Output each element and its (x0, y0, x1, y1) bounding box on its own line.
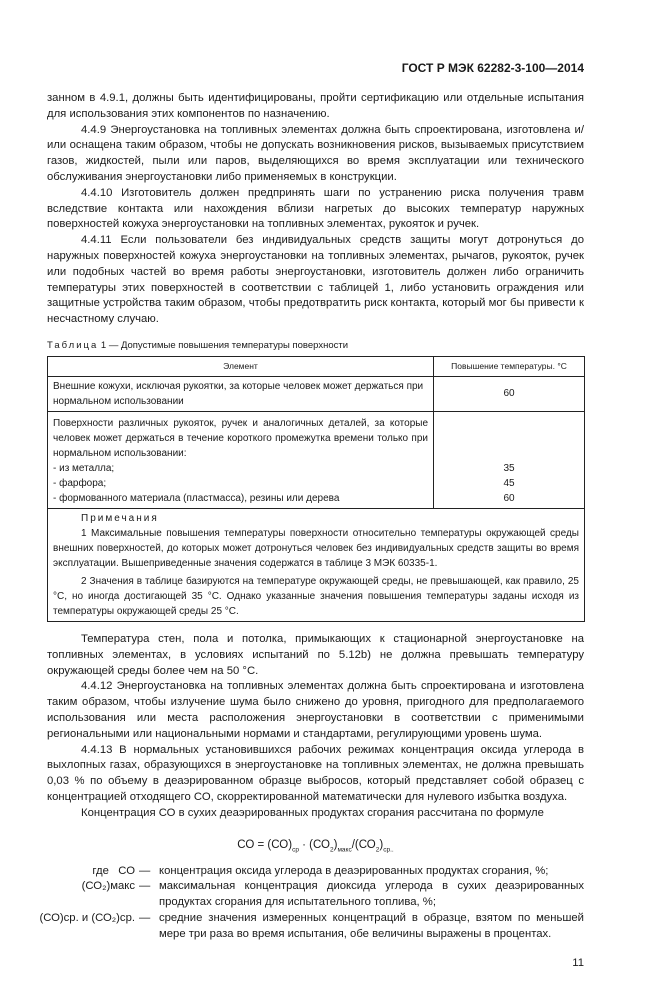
table-caption: Таблица 1 — Допустимые повышения температуры поверхности (47, 339, 349, 351)
document-header: ГОСТ Р МЭК 62282-3-100—2014 (401, 61, 584, 75)
table-row: Внешние кожухи, исключая рукоятки, за которые человек может держаться при нормальном использовании 60 (48, 376, 585, 411)
paragraph: занном в 4.9.1, должны быть идентифицированы, пройти сертификацию или отдельные испытания для использования этих компонентов по назначению. (47, 92, 584, 120)
co-formula: СО = $(СО)_{ср} \cdot (СО_2)_{макс}/(СО_2)_{ср..}$ (237, 838, 394, 853)
definition-item: (СО)ср. и (СО₂)ср. — средние значения измеренных концентраций в образце, взятом по меньшей мере три раза во время испытания, обе величины выражены в процентах. (39, 911, 584, 940)
paragraph: Концентрация СО в сухих деаэрированных продуктах сгорания рассчитана по формуле (81, 806, 544, 819)
paragraph-4-4-12: 4.4.12 Энергоустановка на топливных элементах должна быть спроектирована и изготовлена таким образом, чтобы излучение шума было снижено до уровня, пригодного для предполагаемого использования или места расположения энергоустановки в соответствии с применимыми региональными или национальными нормами и стандартами, регулирующими уровень шума. (47, 680, 584, 740)
formula-definitions (7, 864, 584, 943)
paragraph-4-4-10: 4.4.10 Изготовитель должен предпринять шаги по устранению риска получения травм вследствие контакта или нахождения вблизи нагретых до высоких температур наружных поверхностей кожуха энергоустановки на топливных элементах, рукояток и ручек. (47, 186, 584, 231)
text-block-1 (47, 91, 584, 328)
paragraph-4-4-9: 4.4.9 Энергоустановка на топливных элементах должна быть спроектирована, изготовлена и/или оснащена таким образом, чтобы не допускать возникновения рисков, вызываемых присутствием газов, жидкостей, пыли или паров, выделяющихся во время эксплуатации или технического обслуживания энергоустановки либо применяемых в конструкции. (47, 123, 584, 183)
column-header-temperature: Повышение температуры. °С (434, 356, 585, 376)
table-row: Поверхности различных рукояток, ручек и аналогичных деталей, за которые человек может держаться в течение короткого промежутка времени только при нормальном использовании: - из металла; - фарфора; - формованного материала (пластмасса), резины или дерева 35 45 60 (48, 411, 585, 508)
page-number: 11 (572, 956, 584, 969)
paragraph-4-4-11: 4.4.11 Если пользователи без индивидуальных средств защиты могут дотронуться до наружных поверхностей кожуха энергоустановки на топливных элементах, рычагов, рукояток, ручек или подобных частей во время работы энергоустановки, изготовитель должен либо ограничить температуры этих поверхностей в соответствии с таблицей 1, либо установить ограждения или защитные устройства таким образом, чтобы предотвратить риск контакта, который мог бы привести к несчастному случаю. (47, 234, 584, 326)
definition-item: где СО — концентрация оксида углерода в деаэрированных продуктах сгорания, %; (92, 864, 549, 877)
definition-item: (СО₂)макс — максимальная концентрация диоксида углерода в сухих деаэрированных продуктах сгорания для испытательного топлива, %; (81, 880, 584, 909)
text-block-2 (47, 632, 584, 822)
column-header-element: Элемент (48, 356, 434, 376)
temperature-table (47, 356, 585, 622)
paragraph: Температура стен, пола и потолка, примыкающих к стационарной энергоустановке на топливных элементах, в условиях испытаний по 5.12b) не должна превышать температуру окружающей среды более чем на 50 °С. (47, 632, 584, 677)
table-notes-row: Примечания 1 Максимальные повышения температуры поверхности относительно температуры окружающей среды внешних поверхностей, до которых может дотронуться человек без индивидуальных средств защиты во время эксплуатации. Вышеприведенные значения содержатся в таблице 3 МЭК 60335-1. 2 Значения в таблице базируются на температуре окружающей среды, не превышающей, как правило, 25 °С, но иногда достигающей 35 °С. Однако указанные значения повышения температуры заданы исходя из температуры окружающей среды 25 °С. (48, 508, 585, 621)
paragraph-4-4-13: 4.4.13 В нормальных установившихся рабочих режимах концентрация оксида углерода в выхлопных газах, образующихся в энергоустановке на топливных элементах, не должна превышать 0,03 % по объему в деаэрированном образце выбросов, который представляет собой образец с концентрацией отходящего СО, скорректированной математически для нулевого избытка воздуха. (47, 743, 584, 803)
